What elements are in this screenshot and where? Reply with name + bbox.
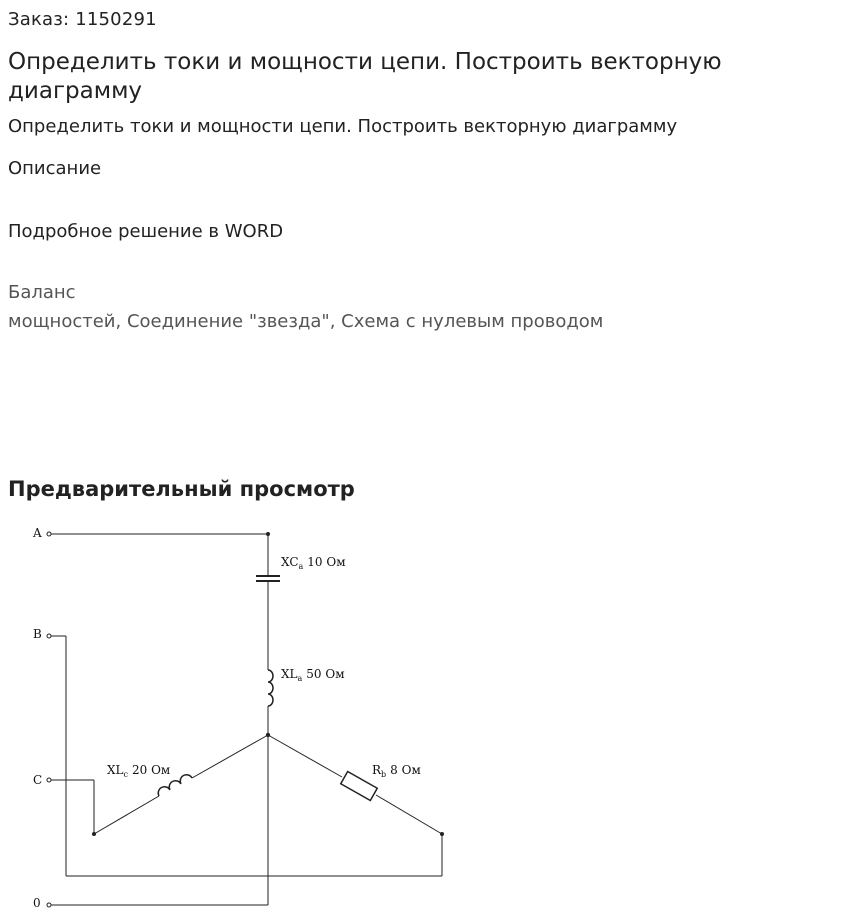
circuit-schematic-image (20, 518, 460, 913)
page-subtitle: Определить токи и мощности цепи. Построить векторную диаграмму (8, 116, 678, 137)
terminal-c-node (47, 778, 51, 782)
tag-separator: , (329, 311, 342, 332)
terminal-0-label: 0 (33, 896, 41, 910)
order-number: Заказ: 1150291 (8, 9, 157, 30)
label-xl-c: $XL_c$ 20 Ом (107, 763, 171, 779)
tag-item[interactable]: мощностей (8, 311, 116, 332)
tag-item[interactable]: Схема с нулевым проводом (341, 311, 604, 332)
label-xc-a: $XC_a$ 10 Ом (281, 555, 346, 571)
tag-item[interactable]: Соединение "звезда" (126, 311, 330, 332)
label-r-b: $R_b$ 8 Ом (372, 763, 421, 779)
tag-list (8, 278, 603, 336)
terminal-a-node (47, 532, 51, 536)
terminal-a-label: A (33, 526, 42, 540)
description-heading: Описание (8, 158, 102, 179)
preview-heading: Предварительный просмотр (8, 477, 355, 501)
tag-line-1[interactable]: Баланс (8, 282, 76, 303)
terminal-b-node (47, 634, 51, 638)
terminal-b-label: B (33, 627, 42, 641)
terminal-c-label: C (33, 773, 43, 787)
description-text: Подробное решение в WORD (8, 221, 284, 242)
page-title: Определить токи и мощности цепи. Построить векторную диаграмму (8, 49, 722, 104)
inductor-xl-a (268, 670, 273, 706)
tag-separator: , (115, 311, 127, 332)
terminal-0-node (47, 903, 51, 907)
capacitor-xc-a (256, 576, 280, 581)
label-xl-a: $XL_a$ 50 Ом (281, 667, 345, 683)
inductor-xl-c (158, 775, 192, 796)
tag-line-2 (8, 307, 603, 336)
